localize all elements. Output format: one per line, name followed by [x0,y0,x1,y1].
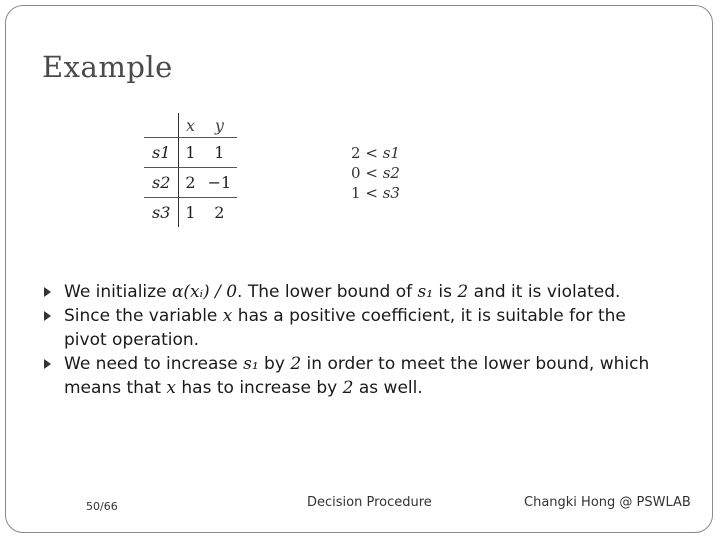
column-header-x: x [179,113,202,138]
bullet-arrow-icon [44,287,51,297]
row-label: s3 [144,198,179,228]
row-label: s1 [144,138,179,168]
bullet-item: We initialize α(xᵢ) / 0. The lower bound of s₁ is 2 and it is violated. [44,280,664,304]
table-row [144,168,237,198]
cell-y: 2 [214,203,225,222]
course-name: Decision Procedure [307,495,432,510]
bound-line: 0 < s2 [351,164,400,182]
variable-table [144,113,237,227]
bound-line: 1 < s3 [351,184,400,202]
table-header-row [144,113,237,138]
slide-title: Example [42,50,173,84]
cell-x: 1 [179,138,202,168]
bounds-list [351,143,400,203]
bullet-list [44,280,664,400]
author-credit: Changki Hong @ PSWLAB [524,495,691,510]
table-row [144,138,237,168]
bullet-item: Since the variable x has a positive coefficient, it is suitable for the pivot operation. [44,304,664,352]
cell-x: 2 [179,168,202,198]
table-row [144,198,237,228]
bound-line: 2 < s1 [351,144,400,162]
table-corner-cell [144,113,179,138]
cell-y: 1 [202,138,238,168]
bullet-arrow-icon [44,359,51,369]
row-label: s2 [144,168,179,198]
page-number: 50/66 [86,500,118,513]
cell-y: −1 [202,168,238,198]
column-header-y: y [202,113,238,138]
slide-frame [5,5,713,533]
cell-x: 1 [185,203,196,222]
bullet-item: We need to increase s₁ by 2 in order to meet the lower bound, which means that x has to increase by 2 as well. [44,352,664,400]
bullet-arrow-icon [44,311,51,321]
